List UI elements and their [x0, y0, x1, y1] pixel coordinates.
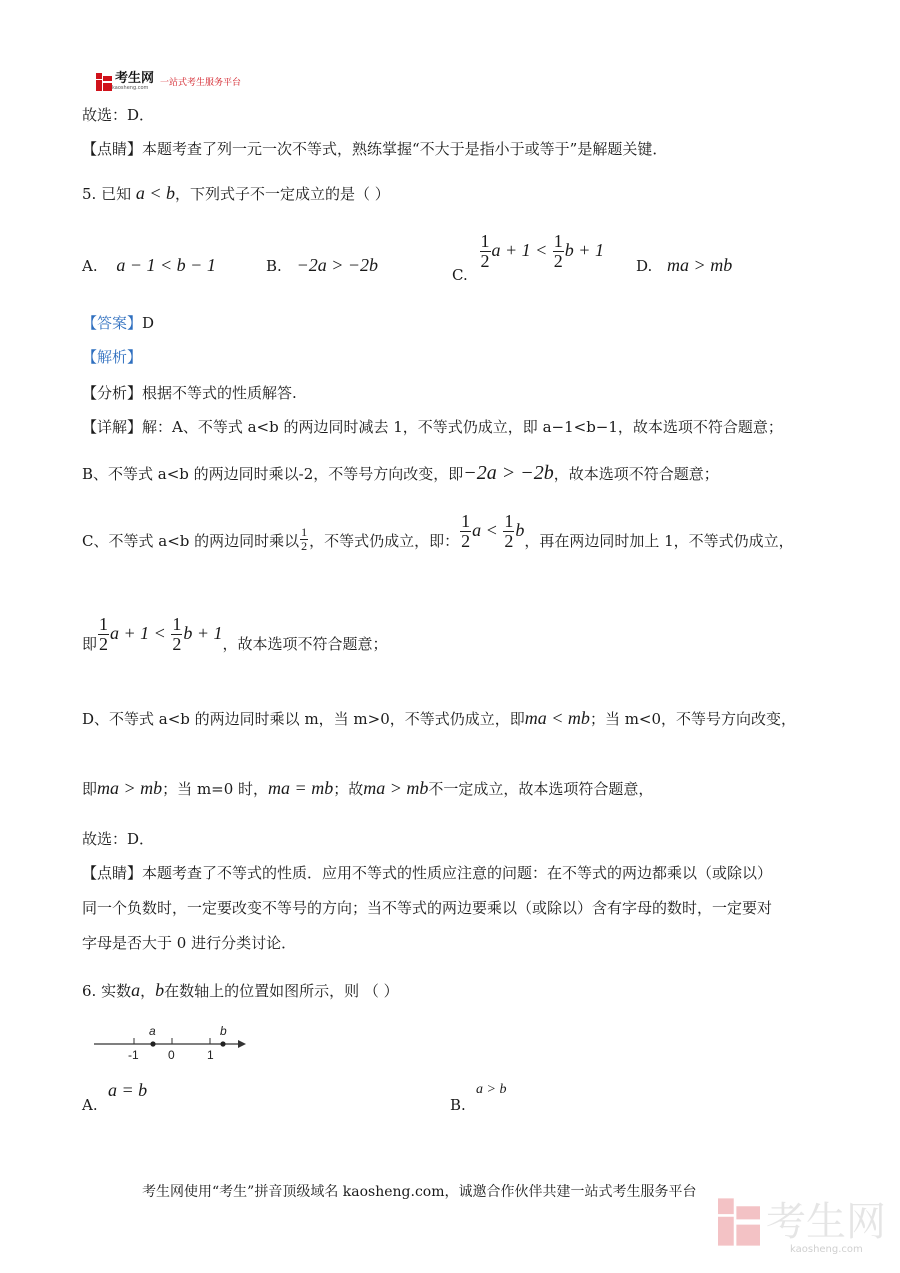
- watermark: [718, 1198, 886, 1246]
- q5-option-c: [452, 231, 604, 284]
- xiangjie-line-b: B、不等式 a<b 的两边同时乘以-2，不等号方向改变，即−2a > −2b，故本选项不符合题意；: [82, 462, 719, 484]
- logo-domain: kaosheng.com: [112, 85, 149, 91]
- q5-comment-1: 【点睛】本题考查了不等式的性质．应用不等式的性质应注意的问题：在不等式的两边都乘以（或除以）: [82, 864, 773, 882]
- point-b-label: b: [220, 1024, 227, 1038]
- xiangjie-a: 解：A、不等式 a<b 的两边同时减去 1，不等式仍成立，即 a−1<b−1，故本选项不符合题意；: [142, 418, 783, 436]
- inline-math: ma > mb: [363, 778, 429, 798]
- fraction-half: $\frac{1}{2}$: [553, 231, 563, 271]
- xiangjie-line-a: [82, 416, 783, 437]
- tick-label-zero: 0: [168, 1048, 175, 1062]
- point-a-label: a: [149, 1024, 156, 1038]
- inline-math: $\frac{1}{2}$ a + 1 < $\frac{1}{2}$ b + 1: [99, 614, 223, 654]
- var-b: b: [155, 980, 165, 1000]
- option-label: A.: [82, 257, 98, 275]
- header-logo: [96, 72, 241, 91]
- inline-math: ma > mb: [97, 778, 163, 798]
- q6-option-b-label: B.: [450, 1096, 466, 1114]
- point-a: [150, 1041, 155, 1046]
- answer-tag: 【答案】: [82, 314, 143, 332]
- q5-answer: [82, 312, 154, 333]
- point-b: [220, 1041, 225, 1046]
- kaosheng-logo-icon: [96, 73, 112, 91]
- xiangjie-line-d: D、不等式 a<b 的两边同时乘以 m，当 m>0，不等式仍成立，即ma < mb；当 m<0，不等号方向改变，: [82, 708, 797, 728]
- answer-value: D: [142, 314, 155, 332]
- fraction-half: $\frac{1}{2}$: [301, 525, 308, 554]
- number-line: [92, 1020, 252, 1066]
- inline-math: −2a > −2b: [463, 462, 554, 484]
- analysis-tag: 【解析】: [82, 348, 143, 366]
- option-label: D.: [636, 257, 653, 275]
- q5-comment-2: 同一个负数时，一定要改变不等号的方向；当不等式的两边要乘以（或除以）含有字母的数时，一定要对: [82, 899, 773, 917]
- xiangjie-line-e: 即ma > mb；当 m=0 时，ma = mb；故ma > mb不一定成立，故本选项符合题意，: [82, 778, 654, 798]
- watermark-text: 考生网: [766, 1199, 886, 1245]
- option-math: ma > mb: [667, 255, 733, 275]
- comment-text: 本题考查了列一元一次不等式，熟练掌握“不大于是指小于或等于”是解题关键．: [142, 140, 668, 158]
- comment-tag: 【点睛】: [82, 140, 143, 158]
- tick-label-one: 1: [207, 1048, 214, 1062]
- option-label: B.: [266, 257, 282, 275]
- option-math: a − 1 < b − 1: [116, 255, 216, 275]
- xiangjie-line-c: C、不等式 a<b 的两边同时乘以 $\frac{1}{2}$ ，不等式仍成立，即： $\frac{1}{2}$ a < $\frac{1}{2}$ b，再在两边同时加上 1，不等式仍成立，: [82, 511, 794, 554]
- fraction-half: $\frac{1}{2}$: [480, 231, 490, 271]
- q6-option-a: a = b: [108, 1080, 148, 1100]
- prev-comment: [82, 138, 667, 159]
- xiangjie-line-c2: 即 $\frac{1}{2}$ a + 1 < $\frac{1}{2}$ b + 1，故本选项不符合题意；: [82, 614, 388, 654]
- kaosheng-watermark-icon: [718, 1198, 760, 1246]
- q5-option-d: [636, 255, 732, 276]
- tick-label-minus-one: -1: [128, 1048, 139, 1062]
- q5-choice: 故选：D．: [82, 830, 155, 848]
- number-line-arrow: [238, 1040, 246, 1048]
- inline-math: ma = mb: [268, 778, 334, 798]
- fenxi-line: [82, 382, 297, 403]
- q6-option-b: a > b: [476, 1082, 507, 1097]
- q5-option-b: [266, 255, 378, 276]
- prev-choice: 故选：D．: [82, 106, 155, 124]
- logo-slogan: 一站式考生服务平台: [160, 78, 242, 88]
- option-math: −2a > −2b: [296, 255, 379, 275]
- q5-condition: a < b: [135, 183, 176, 203]
- xiangjie-tag: 【详解】: [82, 418, 143, 436]
- q5-prefix: 5. 已知: [82, 185, 132, 203]
- watermark-domain: kaosheng.com: [790, 1244, 863, 1255]
- footer-text: 考生网使用“考生”拼音顶级域名 kaosheng.com，诚邀合作伙伴共建一站式考生服务平台: [142, 1184, 697, 1200]
- inline-math: $\frac{1}{2}$ a < $\frac{1}{2}$ b: [461, 511, 525, 551]
- comment-tag: 【点睛】: [82, 864, 143, 882]
- fenxi-text: 根据不等式的性质解答.: [142, 384, 297, 402]
- option-math: $\frac{1}{2}$ a + 1 < $\frac{1}{2}$ b + 1: [480, 231, 604, 271]
- q5-option-a: [82, 255, 216, 276]
- q6-stem: 6. 实数a，b在数轴上的位置如图所示，则 （ ）: [82, 980, 399, 1000]
- q6-option-a-label: A.: [82, 1096, 98, 1114]
- q5-stem: [82, 183, 390, 204]
- var-a: a: [131, 980, 141, 1000]
- q5-suffix: ，下列式子不一定成立的是（ ）: [175, 185, 390, 203]
- inline-math: ma < mb: [524, 708, 590, 728]
- logo-name: 考生网: [115, 71, 155, 86]
- option-label: C.: [452, 265, 468, 284]
- q5-comment-3: 字母是否大于 0 进行分类讨论．: [82, 934, 297, 952]
- fenxi-tag: 【分析】: [82, 384, 143, 402]
